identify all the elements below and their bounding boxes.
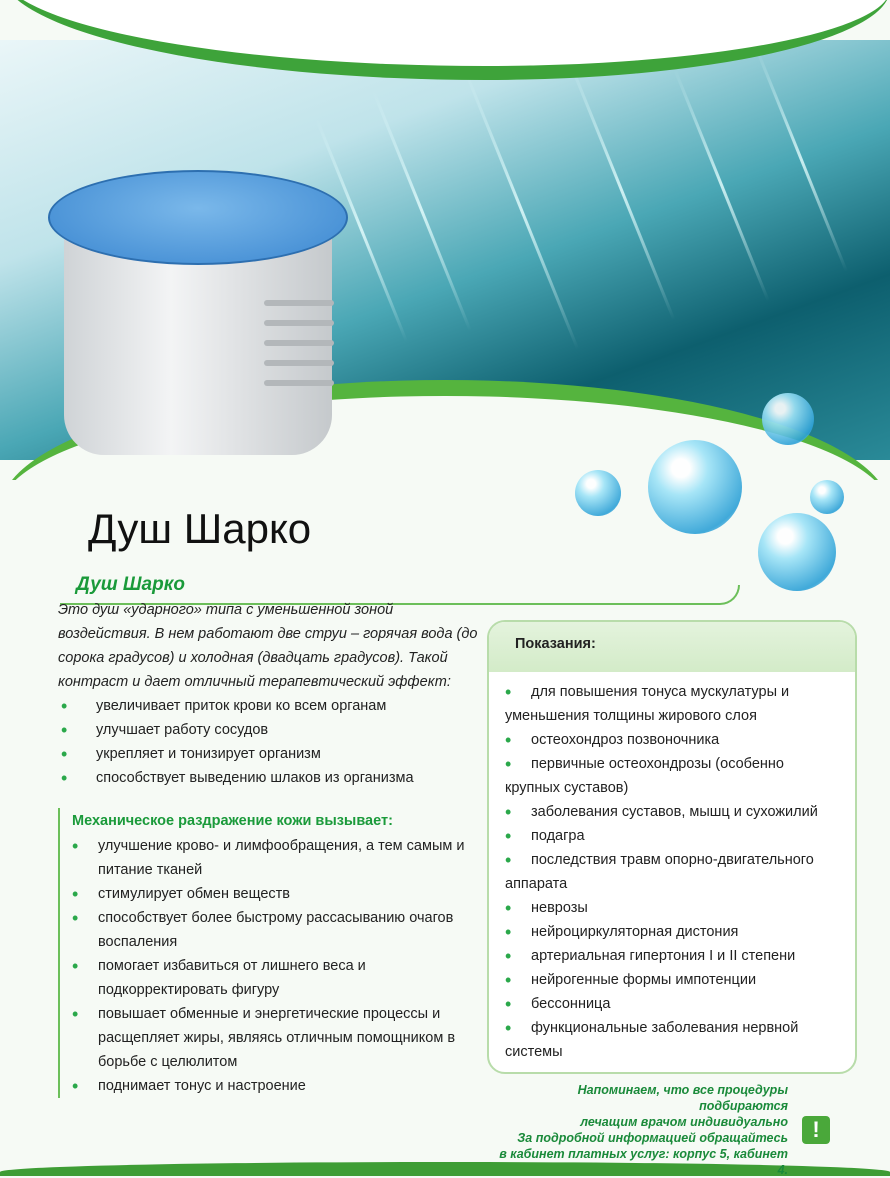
note-line: За подробной информацией обращайтесь (517, 1131, 788, 1145)
reminder-row (487, 1082, 857, 1178)
list-item: • бессонница (505, 992, 839, 1016)
list-item: • увеличивает приток крови ко всем органам (58, 694, 478, 718)
list-item: • функциональные заболевания нервной системы (505, 1016, 839, 1064)
note-line: Напоминаем, что все процедуры подбираются (577, 1083, 788, 1113)
effects-list (58, 694, 478, 790)
list-item: • стимулирует обмен веществ (72, 882, 478, 906)
list-item: • способствует более быстрому рассасыванию очагов воспаления (72, 906, 478, 954)
list-item: • последствия травм опорно-двигательного аппарата (505, 848, 839, 896)
left-column (58, 572, 478, 1098)
list-item: • нейроциркуляторная дистония (505, 920, 839, 944)
list-item: • способствует выведению шлаков из организма (58, 766, 478, 790)
bubble (758, 513, 836, 591)
section-subtitle: Душ Шарко (76, 574, 185, 595)
list-item: • повышает обменные и энергетические процессы и расщепляет жиры, являясь отличным помощником в борьбе с целюлитом (72, 1002, 478, 1074)
list-item: • неврозы (505, 896, 839, 920)
list-item: • укрепляет и тонизирует организм (58, 742, 478, 766)
list-item: • заболевания суставов, мышц и сухожилий (505, 800, 839, 824)
list-item: • артериальная гипертония I и II степени (505, 944, 839, 968)
mechanical-section (58, 808, 478, 1098)
bubble (648, 440, 742, 534)
list-item: • улучшение крово- и лимфообращения, а тем самым и питание тканей (72, 834, 478, 882)
right-column (487, 620, 857, 1178)
reminder-note (487, 1082, 788, 1178)
hero-image (0, 0, 890, 480)
list-item: • нейрогенные формы импотенции (505, 968, 839, 992)
list-item: • подагра (505, 824, 839, 848)
indications-box (487, 620, 857, 1074)
list-item: • для повышения тонуса мускулатуры и уменьшения толщины жирового слоя (505, 680, 839, 728)
bubble (762, 393, 814, 445)
list-item: • поднимает тонус и настроение (72, 1074, 478, 1098)
mechanical-heading: Механическое раздражение кожи вызывает: (72, 813, 393, 829)
bubble (810, 480, 844, 514)
note-line: лечащим врачом индивидуально (580, 1115, 788, 1129)
list-item: • помогает избавиться от лишнего веса и подкорректировать фигуру (72, 954, 478, 1002)
note-line: в кабинет платных услуг: корпус 5, кабинет 4. (499, 1147, 788, 1177)
exclamation-icon: ! (802, 1116, 830, 1144)
list-item: • улучшает работу сосудов (58, 718, 478, 742)
charcot-shower-device (48, 170, 348, 460)
bubble (575, 470, 621, 516)
page-title: Душ Шарко (88, 505, 312, 552)
indications-heading: Показания: (489, 622, 855, 672)
list-item: • первичные остеохондрозы (особенно крупных суставов) (505, 752, 839, 800)
list-item: • остеохондроз позвоночника (505, 728, 839, 752)
intro-text: Это душ «ударного» типа с уменьшенной зоной воздействия. В нем работают две струи – горячая вода (до сорока градусов) и холодная (двадцать градусов). Такой контраст и дает отличный терапевтический эффект: (58, 602, 478, 690)
